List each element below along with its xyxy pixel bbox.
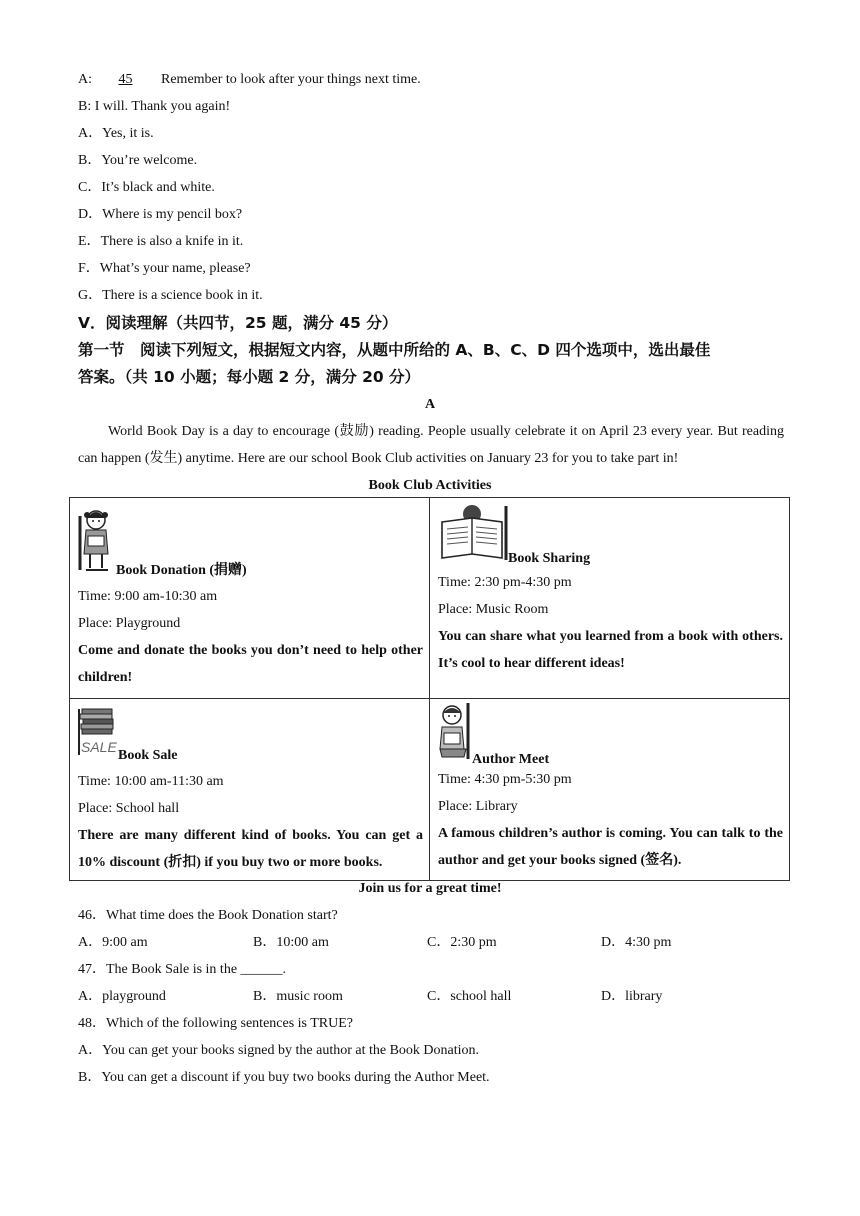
speaker-a: A: — [78, 72, 92, 87]
q47-choice-d: D．library — [601, 989, 663, 1004]
table-footer: Join us for a great time! — [358, 881, 502, 896]
open-book-reader-icon — [438, 502, 508, 565]
donation-place: Place: Playground — [78, 616, 181, 631]
cell-book-donation — [70, 498, 430, 699]
option-text: You’re welcome. — [101, 153, 198, 168]
dialogue-a-line — [78, 71, 421, 89]
q48-choice-b: B．You can get a discount if you buy two books during the Author Meet. — [78, 1070, 490, 1085]
option-letter: F． — [78, 261, 100, 276]
sharing-title: Book Sharing — [508, 551, 591, 566]
answer-blank-45: 45 — [118, 72, 133, 87]
boy-reading-icon — [438, 701, 472, 766]
cell-book-sale — [70, 699, 430, 881]
sharing-header — [438, 502, 783, 565]
option-a — [78, 125, 154, 143]
section-title: V．阅读理解（共四节，25 题，满分 45 分） — [78, 314, 398, 332]
author-place: Place: Library — [438, 799, 518, 814]
dialogue-a-text: Remember to look after your things next time. — [161, 72, 421, 87]
donation-desc: Come and donate the books you don’t need to help other children! — [78, 643, 423, 685]
q47-choice-c: C．school hall — [427, 989, 512, 1004]
part-instruction-line1: 第一节 阅读下列短文，根据短文内容，从题中所给的 A、B、C、D 四个选项中，选出最佳 — [78, 341, 711, 359]
sharing-place: Place: Music Room — [438, 602, 549, 617]
question-47: 47．The Book Sale is in the ______. — [78, 962, 287, 977]
part-instruction-line2: 答案。（共 10 小题；每小题 2 分，满分 20 分） — [78, 368, 421, 386]
sale-desc: There are many different kind of books. You can get a 10% discount (折扣) if you buy two or more books. — [78, 828, 423, 870]
q46-choice-d: D．4:30 pm — [601, 935, 672, 950]
option-f — [78, 260, 251, 278]
author-header — [438, 701, 783, 766]
cell-author-meet — [430, 699, 790, 881]
q46-choice-a: A．9:00 am — [78, 935, 148, 950]
cell-book-sharing — [430, 498, 790, 699]
table-row — [70, 699, 790, 881]
option-text: There is also a knife in it. — [100, 234, 244, 249]
donation-header — [78, 506, 423, 577]
q47-choice-a: A．playground — [78, 989, 166, 1004]
option-d — [78, 206, 242, 224]
passage-intro: World Book Day is a day to encourage (鼓励) reading. People usually celebrate it on April 23 every year. But reading can happen (发生) anytime. Here are our school Book Club activities on January 23 for you to take part in! — [78, 424, 784, 466]
dialogue-b-line: B: I will. Thank you again! — [78, 99, 231, 114]
option-text: It’s black and white. — [101, 180, 215, 195]
option-b — [78, 152, 197, 170]
sharing-time: Time: 2:30 pm-4:30 pm — [438, 575, 572, 590]
option-e — [78, 233, 243, 251]
q47-choice-b: B．music room — [253, 989, 343, 1004]
table-row — [70, 498, 790, 699]
girl-reading-icon — [78, 506, 112, 577]
option-text: What’s your name, please? — [99, 261, 251, 276]
sale-header — [78, 707, 423, 762]
activities-table — [69, 497, 790, 881]
question-48: 48．Which of the following sentences is TRUE? — [78, 1016, 354, 1031]
question-46: 46．What time does the Book Donation start? — [78, 908, 338, 923]
q48-choice-a: A．You can get your books signed by the author at the Book Donation. — [78, 1043, 480, 1058]
author-desc: A famous children’s author is coming. You can talk to the author and get your books signed (签名). — [438, 826, 783, 868]
sale-time: Time: 10:00 am-11:30 am — [78, 774, 224, 789]
option-letter: E． — [78, 234, 101, 249]
donation-title: Book Donation (捐赠) — [116, 563, 247, 578]
option-g — [78, 287, 263, 305]
option-text: Where is my pencil box? — [102, 207, 243, 222]
option-letter: B． — [78, 153, 102, 168]
option-letter: C． — [78, 180, 102, 195]
book-stack-sale-icon — [78, 707, 118, 762]
option-c — [78, 179, 215, 197]
option-letter: G． — [78, 288, 103, 303]
option-letter: A． — [78, 126, 103, 141]
table-title: Book Club Activities — [368, 478, 492, 493]
sharing-desc: You can share what you learned from a book with others. It’s cool to hear different ideas! — [438, 629, 783, 671]
passage-label: A — [424, 397, 436, 412]
q46-choice-b: B．10:00 am — [253, 935, 329, 950]
author-time: Time: 4:30 pm-5:30 pm — [438, 772, 572, 787]
sale-place: Place: School hall — [78, 801, 180, 816]
sale-title: Book Sale — [118, 748, 178, 763]
option-letter: D． — [78, 207, 103, 222]
option-text: Yes, it is. — [102, 126, 154, 141]
author-title: Author Meet — [472, 752, 550, 767]
sale-label: SALE — [81, 739, 117, 755]
q46-choice-c: C．2:30 pm — [427, 935, 497, 950]
donation-time: Time: 9:00 am-10:30 am — [78, 589, 218, 604]
option-text: There is a science book in it. — [102, 288, 263, 303]
